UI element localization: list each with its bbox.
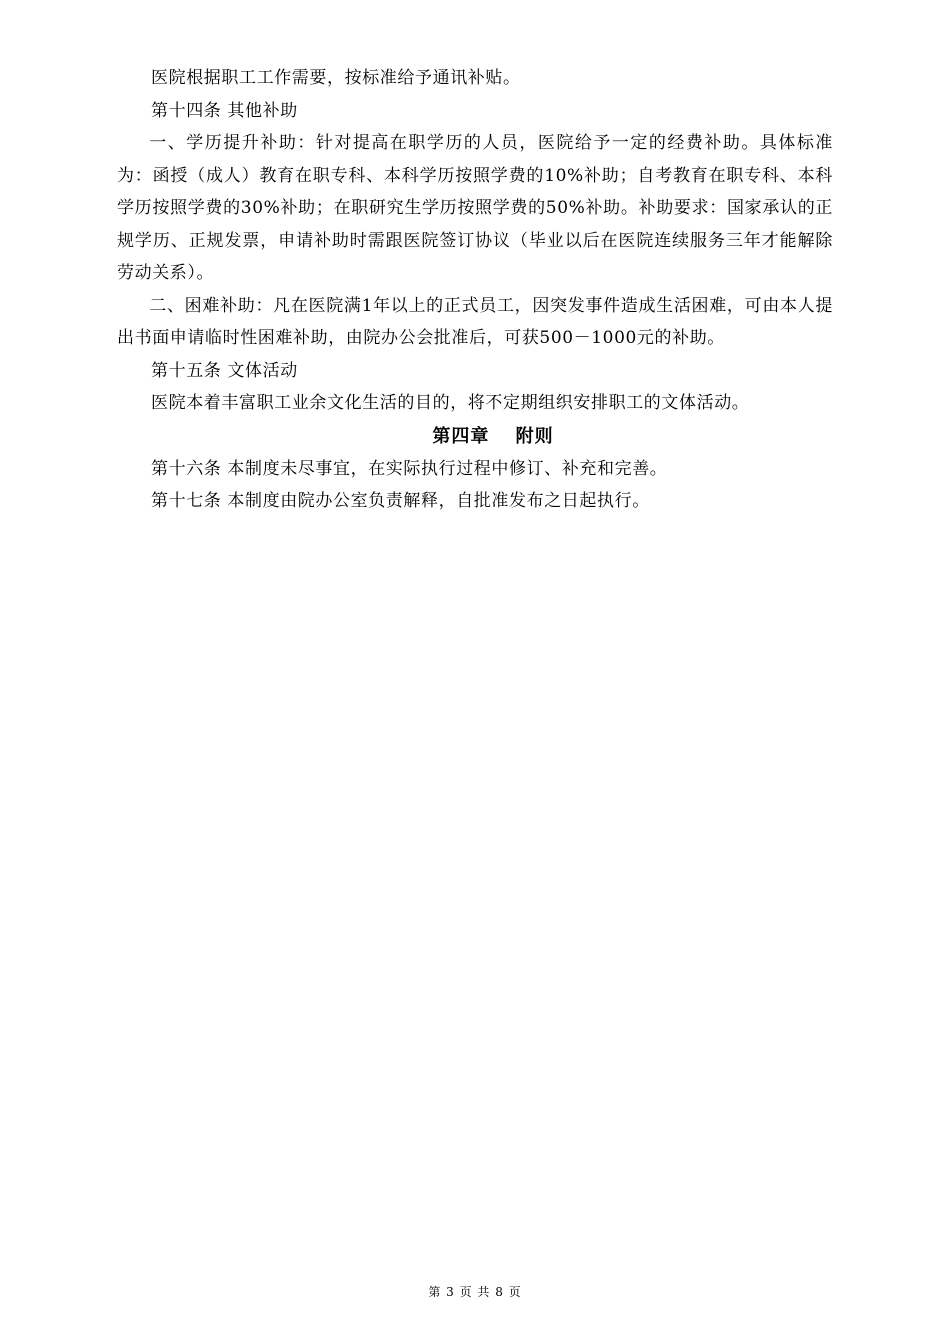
- paragraph-communication-subsidy: 医院根据职工工作需要，按标准给予通讯补贴。: [151, 68, 521, 88]
- article-17: 第十七条 本制度由院办公室负责解释，自批准发布之日起执行。: [151, 491, 650, 511]
- document-body: [117, 62, 833, 518]
- article-15-heading: 第十五条 文体活动: [151, 360, 298, 381]
- article-16: 第十六条 本制度未尽事宜，在实际执行过程中修订、补充和完善。: [151, 458, 668, 479]
- paragraph-cultural-activities: 医院本着丰富职工业余文化生活的目的，将不定期组织安排职工的文体活动。: [151, 393, 750, 413]
- page-footer: 第 3 页 共 8 页: [428, 1285, 522, 1299]
- chapter-title: 第四章 附则: [432, 425, 554, 447]
- article-14-heading: 第十四条 其他补助: [151, 100, 298, 121]
- paragraph-hardship-subsidy: 二、困难补助：凡在医院满1年以上的正式员工，因突发事件造成生活困难，可由本人提出书面申请临时性困难补助，由院办公会批准后，可获500－1000元的补助。: [117, 295, 833, 348]
- paragraph-education-subsidy: 一、学历提升补助：针对提高在职学历的人员，医院给予一定的经费补助。具体标准为：函授（成人）教育在职专科、本科学历按照学费的10%补助；自考教育在职专科、本科学历按照学费的30%补助；在职研究生学历按照学费的50%补助。补助要求：国家承认的正规学历、正规发票，申请补助时需跟医院签订协议（毕业以后在医院连续服务三年才能解除劳动关系）。: [117, 133, 833, 283]
